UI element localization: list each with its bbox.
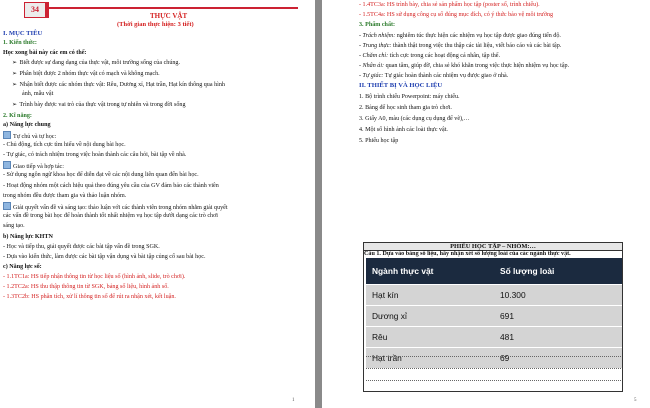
equipment-item: 4. Một số hình ảnh các loài thực vật.	[359, 127, 448, 133]
heading-nang-luc-khtn: b) Năng lực KHTN	[3, 234, 53, 240]
list-item: ➢ Phân biệt được 2 nhóm thực vật có mạch và không mạch.	[12, 71, 160, 77]
page-number-badge: 34	[24, 2, 49, 18]
table-header-cell: Số lượng loài	[494, 258, 622, 285]
text-line: - Hoạt động nhóm một cách hiệu quả theo đúng yêu cầu của GV đảm bảo các thành viên	[3, 183, 219, 189]
text-line: - Tự giác: Tự giác hoàn thành các nhiệm vụ được giao ở nhà.	[359, 73, 509, 79]
table-cell: 10.300	[494, 285, 622, 306]
text-line: - Chủ động, tích cực tìm hiểu về nội dung bài học.	[3, 142, 126, 148]
list-item: ➢ Trình bày được vai trò của thực vật trong tự nhiên và trong đời sống	[12, 102, 186, 108]
table-cell: Rêu	[366, 327, 494, 348]
digital-competency-item: - 1.4TC3a: HS trình bày, chia sẻ sản phẩm học tập (poster số, trình chiếu).	[359, 2, 540, 8]
text-line: - Tự giác, có trách nhiệm trong việc hoàn thành các câu hỏi, bài tập về nhà.	[3, 152, 187, 158]
equipment-item: 5. Phiếu học tập	[359, 138, 399, 144]
answer-line[interactable]	[366, 356, 621, 357]
table-row	[366, 306, 622, 327]
table-cell: 481	[494, 327, 622, 348]
title-rule	[48, 7, 298, 9]
digital-competency-item: - 1.2TC2a: HS thu thập thông tin từ SGK, bảng số liệu, hình ảnh số.	[3, 284, 169, 290]
lesson-subtitle: (Thời gian thực hiện: 3 tiết)	[117, 21, 194, 28]
text-line: sáng tạo.	[3, 223, 25, 229]
table-row	[366, 348, 622, 369]
arrow-bullet-icon: ➢	[12, 102, 18, 108]
heading-pham-chat: 3. Phẩm chất:	[359, 22, 396, 28]
worksheet-title: PHIẾU HỌC TẬP – NHÓM:…	[364, 243, 622, 251]
lesson-title: THỰC VẬT	[150, 12, 188, 20]
answer-line[interactable]	[366, 368, 621, 369]
text-line: các vấn đề trong bài học để hoàn thành tốt nhất nhiệm vụ học tập dưới dạng các trò chơi	[3, 213, 219, 219]
checkbox-icon	[3, 161, 11, 169]
text-line: - Chăm chỉ: tích cực trong các hoạt động cá nhân, tập thể.	[359, 53, 501, 59]
digital-competency-item: - 1.5TC4a: HS sử dụng công cụ số đúng mục đích, có ý thức bảo vệ môi trường	[359, 12, 554, 18]
checkbox-icon	[3, 131, 11, 139]
table-row	[366, 327, 622, 348]
checkbox-item: Giải quyết vấn đề và sáng tạo: thảo luận với các thành viên trong nhóm nhằm giải quyết	[3, 202, 228, 212]
text-line: - Nhân ái: quan tâm, giúp đỡ, chia sẻ khó khăn trong việc thực hiện nhiệm vụ học tập.	[359, 63, 570, 69]
table-header-row	[366, 258, 622, 285]
digital-competency-item: - 1.3TC2b: HS phân tích, xử lí thông tin số để rút ra nhận xét, kết luận.	[3, 294, 176, 300]
table-cell: Hạt kín	[366, 285, 494, 306]
heading-kien-thuc: 1. Kiến thức:	[3, 40, 37, 46]
answer-line[interactable]	[366, 380, 621, 381]
worksheet-question: Câu 1. Dựa vào bảng số liệu, hãy nhận xét số lượng loài của các ngành thực vật.	[364, 251, 571, 257]
digital-competency-item: - 1.1TC1a: HS tiếp nhận thông tin từ học liệu số (hình ảnh, slide, trò chơi).	[3, 274, 186, 280]
table-row	[366, 285, 622, 306]
kien-thuc-lead: Học xong bài này các em có thể:	[3, 50, 87, 56]
table-cell: 691	[494, 306, 622, 327]
text-line: - Dựa vào kiến thức, làm được các bài tập vận dụng và bài tập củng cố sau bài học.	[3, 254, 206, 260]
heading-ky-nang: 2. Kĩ năng:	[3, 113, 32, 119]
text-line: trong nhóm đều được tham gia và thảo luận nhóm.	[3, 193, 127, 199]
list-item: ➢ Nhận biết được các nhóm thực vật: Rêu, Dương xỉ, Hạt trần, Hạt kín thông qua hình	[12, 82, 225, 88]
equipment-item: 1. Bộ trình chiếu Powerpoint: máy chiếu.	[359, 94, 460, 100]
page-footer-number: 1	[292, 398, 295, 403]
page-footer-number: 5	[634, 398, 637, 403]
left-page	[0, 0, 315, 408]
equipment-item: 3. Giấy A0, màu (các dụng cụ dụng để vẽ),…	[359, 116, 470, 122]
text-line: - Học và tiếp thu, giải quyết được các bài tập vấn đề trong SGK.	[3, 244, 160, 250]
list-item-continuation: ảnh, mẫu vật	[22, 91, 54, 97]
text-line: - Trách nhiệm: nghiêm túc thực hiện các nhiệm vụ học tập được giao đúng tiến độ.	[359, 33, 561, 39]
table-cell: Dương xỉ	[366, 306, 494, 327]
table-cell: 69	[494, 348, 622, 369]
arrow-bullet-icon: ➢	[12, 60, 18, 66]
text-line: - Sử dụng ngôn ngữ khoa học để diễn đạt về các nội dung liên quan đến bài học.	[3, 172, 199, 178]
heading-nang-luc-so: c) Năng lực số:	[3, 264, 42, 270]
arrow-bullet-icon: ➢	[12, 71, 18, 77]
equipment-item: 2. Bảng để học sinh tham gia trò chơi.	[359, 105, 452, 111]
text-line: - Trung thực: thành thật trong việc thu thập các tài liệu, viết báo cáo và các bài tập.	[359, 43, 562, 49]
table-header-cell: Ngành thực vật	[366, 258, 494, 285]
section-muc-tieu: I. MỤC TIÊU	[3, 30, 43, 37]
checkbox-icon	[3, 202, 11, 210]
checkbox-item: Giao tiếp và hợp tác:	[3, 161, 64, 171]
checkbox-item: Tự chủ và tự học:	[3, 131, 56, 141]
list-item: ➢ Biết được sự đang dạng của thực vật, môi trường sống của chúng.	[12, 60, 180, 66]
table-cell: Hạt trần	[366, 348, 494, 369]
arrow-bullet-icon: ➢	[12, 82, 18, 88]
section-thiet-bi: II. THIẾT BỊ VÀ HỌC LIỆU	[359, 82, 443, 89]
heading-nang-luc-chung: a) Năng lực chung	[3, 122, 51, 128]
species-table	[366, 258, 622, 368]
